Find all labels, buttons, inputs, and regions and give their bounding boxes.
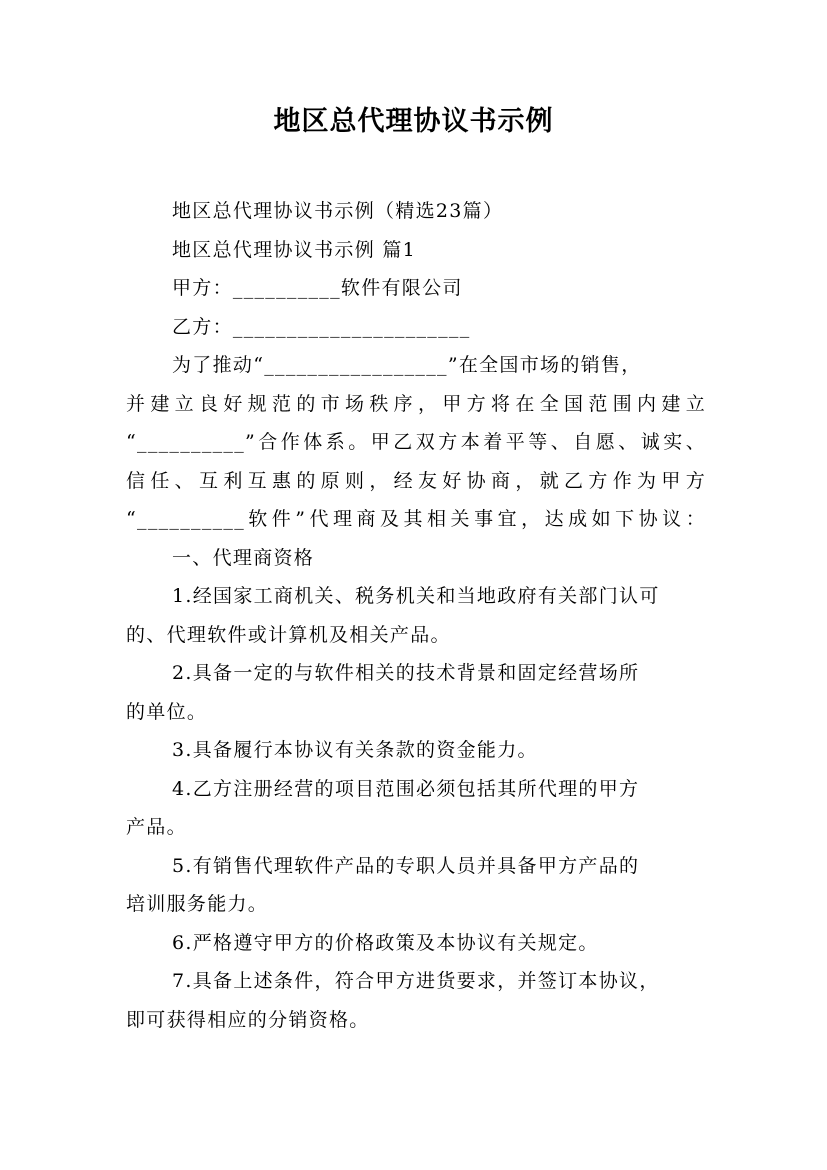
paragraph-line: “__________软件”代理商及其相关事宜，达成如下协议： [126, 508, 706, 530]
clause-heading: 一、代理商资格 [172, 546, 315, 569]
clause-line: 即可获得相应的分销资格。 [126, 1008, 370, 1031]
document-body [126, 192, 706, 1039]
clause-line: 6.严格遵守甲方的价格政策及本协议有关规定。 [172, 931, 599, 954]
clause-line: 7.具备上述条件，符合甲方进货要求，并签订本协议， [172, 970, 660, 992]
section-heading: 地区总代理协议书示例 篇1 [172, 238, 417, 261]
paragraph-line: 并建立良好规范的市场秩序，甲方将在全国范围内建立 [126, 392, 706, 415]
clause-line: 1.经国家工商机关、税务机关和当地政府有关部门认可 [172, 585, 660, 607]
clause-line: 的、代理软件或计算机及相关产品。 [126, 623, 451, 646]
paragraph-line: “__________”合作体系。甲乙双方本着平等、自愿、诚实、 [126, 431, 706, 453]
clause-line: 培训服务能力。 [126, 893, 269, 915]
subtitle-line: 地区总代理协议书示例（精选23篇） [172, 200, 504, 222]
clause-line: 3.具备履行本协议有关条款的资金能力。 [172, 739, 538, 761]
paragraph-line: 为了推动“_________________”在全国市场的销售， [172, 354, 642, 376]
clause-line: 2.具备一定的与软件相关的技术背景和固定经营场所 [172, 662, 640, 684]
clause-line: 产品。 [126, 816, 187, 838]
clause-line: 4.乙方注册经营的项目范围必须包括其所代理的甲方 [172, 777, 640, 800]
clause-line: 5.有销售代理软件产品的专职人员并具备甲方产品的 [172, 854, 640, 877]
party-b-line: 乙方：______________________ [172, 315, 471, 338]
party-a-line: 甲方：__________软件有限公司 [172, 277, 463, 299]
clause-line: 的单位。 [126, 700, 208, 723]
paragraph-line: 信任、互利互惠的原则，经友好协商，就乙方作为甲方 [126, 469, 706, 492]
document-title: 地区总代理协议书示例 [273, 106, 554, 137]
